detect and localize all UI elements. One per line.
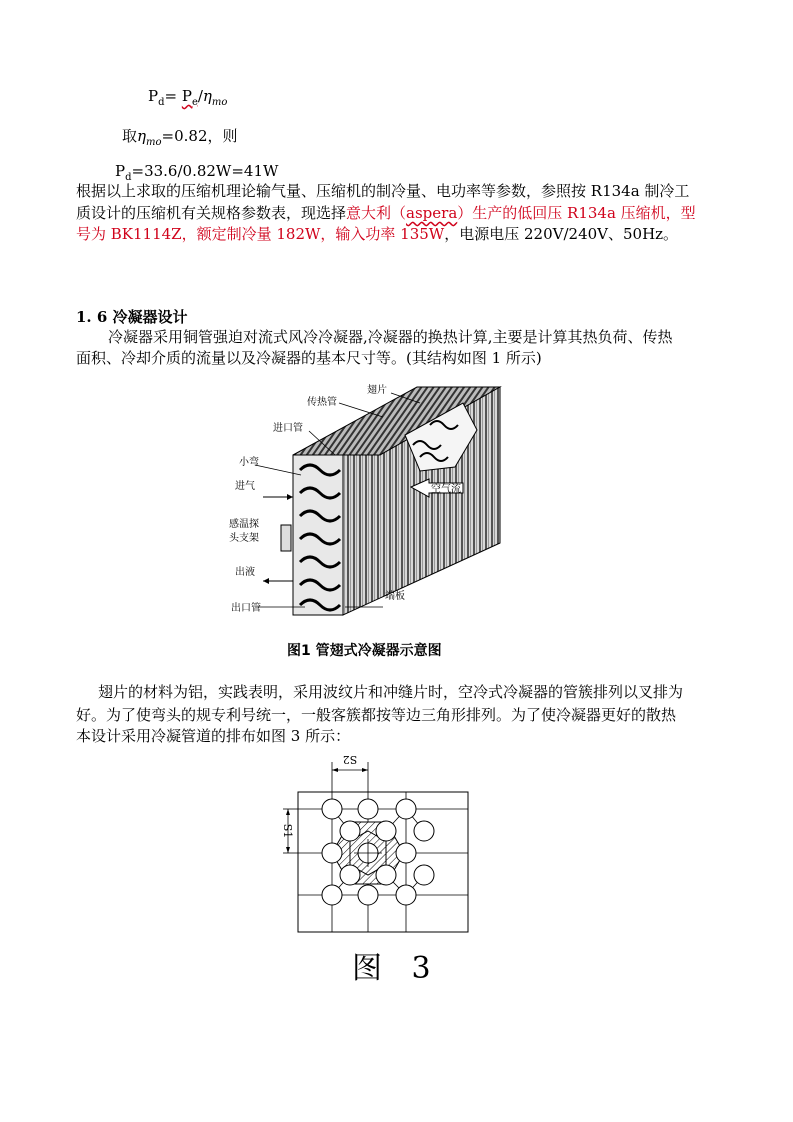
paragraph-line: 根据以上求取的压缩机理论输气量、压缩机的制冷量、电功率等参数，参照按 R134a 制冷工 — [76, 182, 690, 200]
label-airflow: 空气流 — [431, 484, 461, 495]
formula-take-eta: 取$\eta_{mo}=0.82$，则 — [122, 127, 238, 148]
tube — [358, 885, 378, 905]
label-end-plate: 端板 — [385, 591, 405, 602]
tube — [414, 865, 434, 885]
tube — [396, 843, 416, 863]
paragraph-line: 质设计的压缩机有关规格参数表，现选择意大利（aspera）生产的低回压 R134a 压缩机，型 — [76, 204, 696, 222]
label-heat-tube: 传热管 — [307, 397, 337, 408]
formula-pd-result: $P_d=33.6/0.82W=41W$ — [115, 162, 279, 183]
tube-layout-figure — [268, 752, 478, 937]
condenser-figure — [215, 375, 525, 635]
pe-term: $P_e$ — [181, 87, 198, 108]
tube — [340, 821, 360, 841]
label-outlet-tube: 出口管 — [231, 603, 261, 614]
label-small-bend: 小弯 — [239, 457, 259, 468]
label-liquid-out: 出液 — [235, 567, 255, 578]
tube — [322, 885, 342, 905]
label-inlet-tube: 进口管 — [273, 423, 303, 434]
label-sensor-bracket-2: 头支架 — [229, 533, 259, 544]
formula-pd-equals: $P_d= P_e/\eta_{mo}$ — [148, 87, 228, 108]
paragraph-line: 号为 BK1114Z，额定制冷量 182W，输入功率 135W，电源电压 220V/240V、50Hz。 — [76, 225, 679, 243]
tube — [396, 799, 416, 819]
tube — [322, 843, 342, 863]
paragraph-line: 好。为了使弯头的规专利号统一，一般客簇都按等边三角形排列。为了使冷凝器更好的散热 — [76, 706, 677, 724]
label-sensor-bracket-1: 感温探 — [229, 519, 259, 530]
figure1-caption: 图1 管翅式冷凝器示意图 — [287, 643, 442, 659]
figure3-caption: 图 3 — [352, 951, 441, 986]
s1-label: S1 — [281, 823, 294, 839]
end-plate — [293, 455, 343, 615]
tube — [358, 799, 378, 819]
tube — [376, 821, 396, 841]
s2-label: S2 — [342, 753, 358, 766]
paragraph-line: 翅片的材料为铝，实践表明，采用波纹片和冲缝片时，空冷式冷凝器的管簇排列以叉排为 — [98, 683, 684, 701]
sensor-bracket — [281, 525, 291, 551]
tube — [396, 885, 416, 905]
label-fin: 翅片 — [367, 385, 387, 396]
section-heading: 1. 6 冷凝器设计 — [76, 308, 188, 326]
paragraph-line: 本设计采用冷凝管道的排布如图 3 所示： — [76, 727, 351, 745]
paragraph-line: 冷凝器采用铜管强迫对流式风冷冷凝器,冷凝器的换热计算,主要是计算其热负荷、传热 — [108, 328, 673, 346]
label-gas-in: 进气 — [235, 481, 255, 492]
tube — [414, 821, 434, 841]
tube — [322, 799, 342, 819]
paragraph-line: 面积、冷却介质的流量以及冷凝器的基本尺寸等。(其结构如图 1 所示) — [76, 349, 542, 367]
tube — [340, 865, 360, 885]
tube — [376, 865, 396, 885]
